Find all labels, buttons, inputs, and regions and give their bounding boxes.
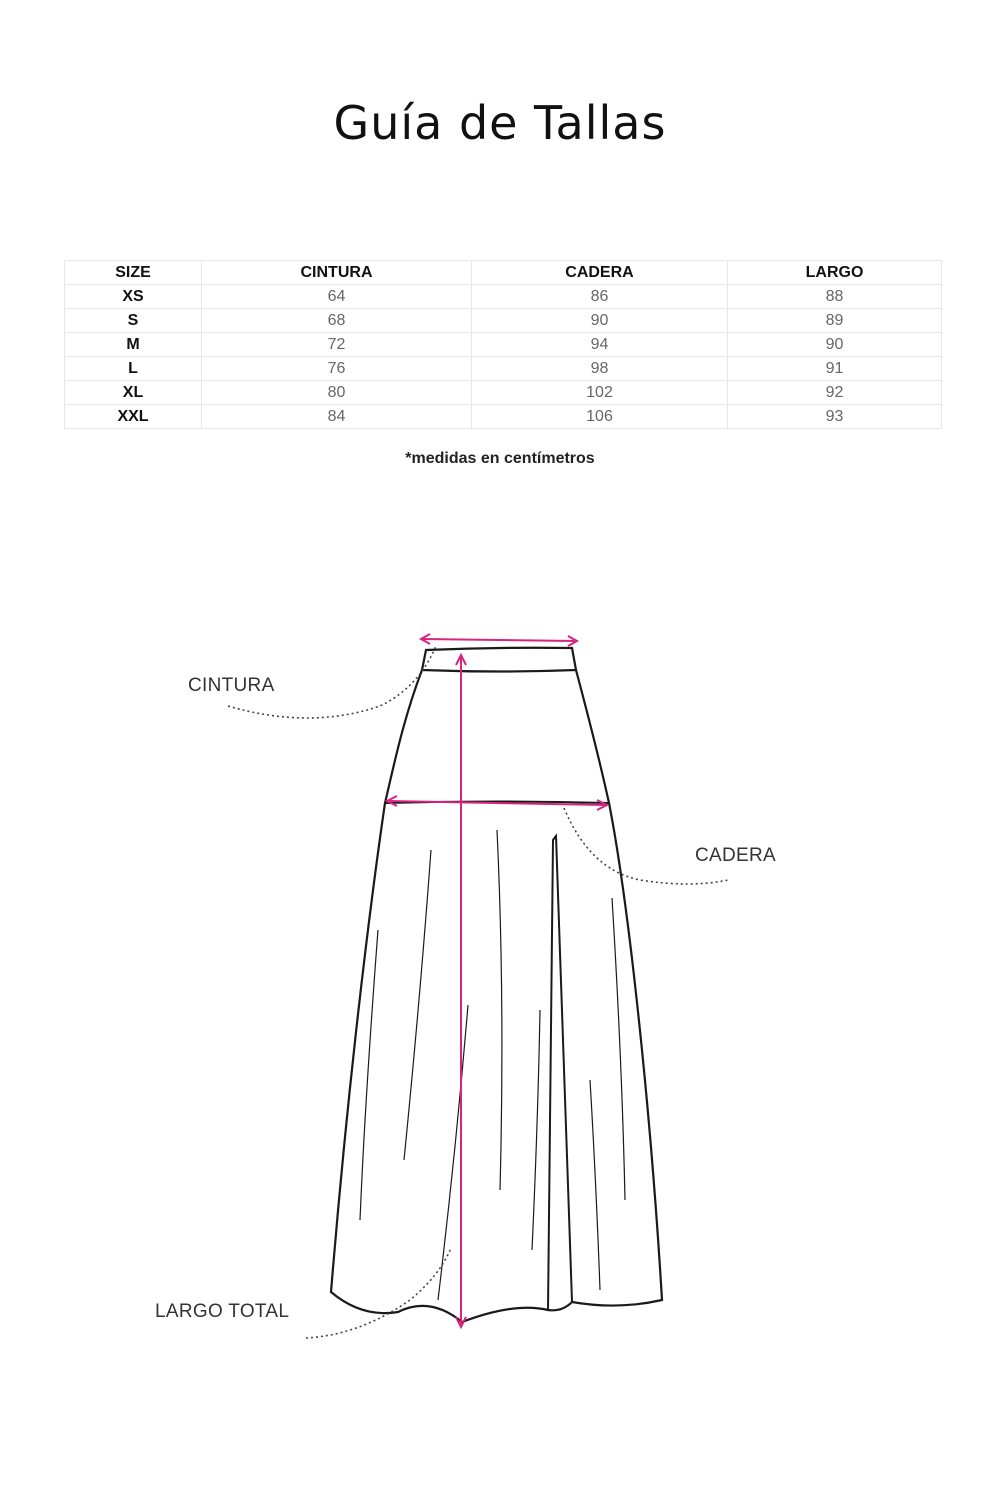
cintura-cell: 64 [202, 285, 472, 309]
largo-cell: 88 [728, 285, 942, 309]
cadera-cell: 98 [472, 357, 728, 381]
cadera-cell: 90 [472, 309, 728, 333]
header-size: SIZE [65, 261, 202, 285]
header-cadera: CADERA [472, 261, 728, 285]
cintura-cell: 72 [202, 333, 472, 357]
largo-cell: 92 [728, 381, 942, 405]
size-cell: L [65, 357, 202, 381]
largo-cell: 90 [728, 333, 942, 357]
front-slit [548, 836, 572, 1310]
largo-cell: 91 [728, 357, 942, 381]
length-measure-arrow [456, 655, 466, 1327]
cadera-cell: 86 [472, 285, 728, 309]
waist-measure-arrow [421, 634, 577, 646]
page-title: Guía de Tallas [333, 96, 667, 150]
label-cintura: CINTURA [188, 675, 275, 696]
cintura-cell: 76 [202, 357, 472, 381]
size-cell: M [65, 333, 202, 357]
cadera-cell: 106 [472, 405, 728, 429]
cadera-cell: 102 [472, 381, 728, 405]
cintura-cell: 84 [202, 405, 472, 429]
units-note: *medidas en centímetros [405, 450, 595, 467]
size-cell: S [65, 309, 202, 333]
skirt-outline [331, 670, 662, 1322]
waistband-outline [422, 648, 576, 672]
header-cintura: CINTURA [202, 261, 472, 285]
cintura-cell: 80 [202, 381, 472, 405]
cintura-cell: 68 [202, 309, 472, 333]
label-largo-total: LARGO TOTAL [155, 1301, 290, 1322]
size-cell: XXL [65, 405, 202, 429]
header-largo: LARGO [728, 261, 942, 285]
label-cadera: CADERA [695, 845, 776, 866]
size-cell: XL [65, 381, 202, 405]
leader-lines [228, 646, 728, 1338]
drape-lines [360, 830, 625, 1300]
size-cell: XS [65, 285, 202, 309]
largo-cell: 93 [728, 405, 942, 429]
largo-cell: 89 [728, 309, 942, 333]
cadera-cell: 94 [472, 333, 728, 357]
